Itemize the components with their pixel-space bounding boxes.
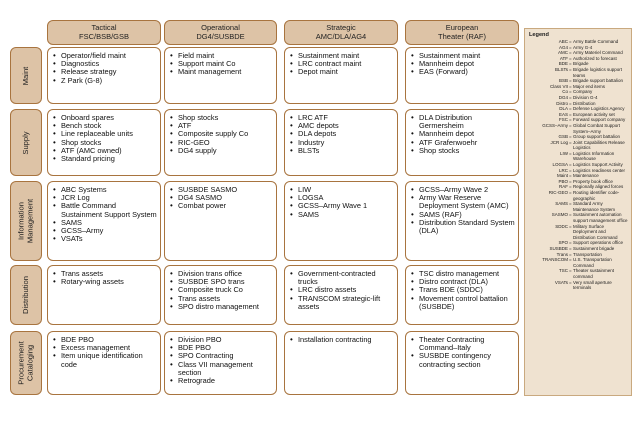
legend-definition: Logistics readiness center — [573, 167, 626, 173]
list-item: • DLA Distribution Germersheim — [410, 114, 515, 130]
legend-entry — [529, 268, 628, 279]
list-item: • Composite truck Co — [169, 286, 273, 294]
legend-abbreviation: RIC-GEO — [548, 190, 568, 196]
legend-equals: = — [569, 111, 572, 117]
list-item: • Onboard spares — [52, 114, 157, 122]
legend-equals: = — [569, 55, 572, 61]
legend-definition: Brigade logistics support teams — [573, 66, 623, 78]
legend-abbreviation: SDDC — [555, 223, 568, 229]
legend-equals: = — [569, 212, 572, 218]
column-header-operational — [164, 20, 277, 45]
list-item: • Battle Command Sustainment Support System — [52, 202, 157, 218]
legend-definition: Division G-4 — [573, 94, 598, 100]
legend-equals: = — [569, 173, 572, 179]
cell-procurement-tactical — [47, 331, 161, 395]
column-header-line1: Tactical — [91, 23, 117, 32]
row-header-label: Procurement Cataloging — [16, 341, 34, 385]
list-item: • Trans assets — [52, 270, 157, 278]
list-item: • ATF (AMC owned) — [52, 147, 157, 155]
legend-definition: Group support battalion — [573, 134, 621, 140]
list-item: • ATF — [169, 122, 273, 130]
list-item: • RIC-GEO — [169, 139, 273, 147]
legend-definition: Distribution — [573, 100, 596, 106]
legend-equals: = — [569, 106, 572, 112]
legend-definition: Logistics Information Warehouse — [573, 150, 615, 162]
legend-definition: Sustainment brigade — [573, 245, 615, 251]
column-header-line1: Operational — [201, 23, 240, 32]
list-item: • GCSS–Army Wave 1 — [289, 202, 394, 210]
legend-abbreviation: BDE — [558, 61, 568, 67]
legend-abbreviation: BLSTs — [554, 66, 568, 72]
legend-equals: = — [569, 257, 572, 263]
legend-entry — [529, 67, 628, 78]
list-item: • Rotary-wing assets — [52, 278, 157, 286]
list-item: • SAMS — [289, 211, 394, 219]
list-item: • Trans assets — [169, 295, 273, 303]
list-item: • Composite supply Co — [169, 130, 273, 138]
cell-supply-tactical — [47, 109, 161, 176]
legend-abbreviation: Class VII — [549, 83, 568, 89]
legend-abbreviation: LIW — [559, 150, 568, 156]
legend-equals: = — [569, 190, 572, 196]
legend-definition: Joint Capabilities Release Logistics — [573, 139, 625, 151]
legend-abbreviation: TSC — [559, 268, 568, 274]
column-header-line2: Theater (RAF) — [438, 32, 486, 41]
list-item: • Theater Contracting Command–Italy — [410, 336, 515, 352]
bullet-list — [169, 336, 273, 385]
legend-abbreviation: ATF — [559, 55, 568, 61]
legend-equals: = — [569, 100, 572, 106]
cell-distribution-tactical — [47, 265, 161, 325]
legend-entry — [529, 201, 628, 212]
list-item: • TRANSCOM strategic-lift assets — [289, 295, 394, 311]
legend-equals: = — [569, 178, 572, 184]
bullet-list — [289, 186, 394, 219]
column-header-tactical — [47, 20, 161, 45]
bullet-list — [52, 52, 157, 85]
legend-abbreviation: Distro — [556, 100, 568, 106]
cell-distribution-strategic — [284, 265, 398, 325]
list-item: • ABC Systems — [52, 186, 157, 194]
legend-definition: Logistics Support Activity — [573, 162, 623, 168]
list-item: • Division PBO — [169, 336, 273, 344]
list-item: • BLSTs — [289, 147, 394, 155]
legend-equals: = — [569, 89, 572, 95]
legend-abbreviation: Trans — [556, 251, 568, 257]
legend-definition: European activity set — [573, 111, 615, 117]
list-item: • GCSS–Army — [52, 227, 157, 235]
list-item: • Line replaceable units — [52, 130, 157, 138]
bullet-list — [289, 336, 394, 344]
row-header-maint — [10, 47, 42, 104]
legend-abbreviation: Maint — [556, 173, 568, 179]
list-item: • Item unique identification code — [52, 352, 157, 368]
legend-definition: U.S. Transportation Command — [573, 257, 612, 268]
legend-abbreviation: BSB — [558, 78, 568, 84]
bullet-list — [410, 336, 515, 369]
legend-definition: Property book office — [573, 178, 613, 184]
cell-distribution-operational — [164, 265, 277, 325]
legend-abbreviation: LOGSA — [552, 162, 568, 168]
list-item: • SAMS — [52, 219, 157, 227]
legend-equals: = — [569, 162, 572, 168]
legend-equals: = — [569, 268, 572, 274]
list-item: • DLA depots — [289, 130, 394, 138]
legend-abbreviation: SAMS — [555, 201, 568, 207]
legend-abbreviation: FSC — [559, 117, 568, 123]
legend-equals: = — [569, 50, 572, 56]
column-header-line1: European — [445, 23, 479, 32]
legend-equals: = — [569, 139, 572, 145]
legend-definition: Army Battle Command — [573, 39, 619, 44]
legend-equals: = — [569, 245, 572, 251]
bullet-list — [410, 52, 515, 77]
legend-entry — [529, 123, 628, 134]
column-header-line1: Strategic — [326, 23, 356, 32]
legend-definition: Company — [573, 89, 593, 95]
legend-abbreviation: LRC — [558, 167, 568, 173]
bullet-list — [169, 52, 273, 77]
legend-equals: = — [569, 39, 572, 44]
legend-equals: = — [569, 134, 572, 140]
legend-abbreviation: GCSS–Army — [542, 122, 568, 128]
list-item: • BDE PBO — [169, 344, 273, 352]
legend-definition: Major end items — [573, 83, 606, 89]
list-item: • Government-contracted trucks — [289, 270, 394, 286]
legend-abbreviation: VSATs — [554, 279, 568, 285]
bullet-list — [410, 270, 515, 311]
legend-abbreviation: GSB — [558, 134, 568, 140]
list-item: • Mannheim depot — [410, 60, 515, 68]
list-item: • EAS (Forward) — [410, 68, 515, 76]
cell-infomgmt-operational — [164, 181, 277, 261]
list-item: • Diagnostics — [52, 60, 157, 68]
list-item: • Operator/field maint — [52, 52, 157, 60]
legend-definition: Standard Army Maintenance System — [573, 201, 616, 212]
legend-abbreviation: AMC — [558, 50, 568, 56]
legend-title: Legend — [529, 32, 549, 38]
legend-abbreviation: DG4 — [558, 94, 568, 100]
cell-procurement-operational — [164, 331, 277, 395]
legend-abbreviation: SASMO — [551, 212, 568, 218]
list-item: • SUSBDE SPO trans — [169, 278, 273, 286]
row-header-label: Distribution — [20, 276, 30, 314]
legend-abbreviation: ABC — [558, 39, 568, 44]
list-item: • TSC distro management — [410, 270, 515, 278]
legend-abbreviation: DLA — [559, 106, 568, 112]
list-item: • Sustainment maint — [410, 52, 515, 60]
list-item: • Retrograde — [169, 377, 273, 385]
legend-equals: = — [569, 83, 572, 89]
list-item: • SUSBDE contingency contracting section — [410, 352, 515, 368]
legend-abbreviation: TRANSCOM — [542, 257, 568, 263]
cell-infomgmt-european — [405, 181, 519, 261]
list-item: • DG4 supply — [169, 147, 273, 155]
cell-infomgmt-tactical — [47, 181, 161, 261]
legend-entry — [529, 212, 628, 223]
bullet-list — [169, 186, 273, 211]
legend-equals: = — [569, 201, 572, 207]
legend-definition: Global Combat Support System–Army — [573, 122, 621, 134]
bullet-list — [52, 114, 157, 163]
legend-entry — [529, 224, 628, 241]
legend-definition: Very small aperture terminals — [573, 279, 612, 291]
legend-equals: = — [569, 122, 572, 128]
legend-definition: Army G-4 — [573, 44, 593, 50]
bullet-list — [289, 114, 394, 155]
list-item: • DG4 SASMO — [169, 194, 273, 202]
list-item: • Combat power — [169, 202, 273, 210]
cell-procurement-european — [405, 331, 519, 395]
legend-abbreviation: RAF — [559, 184, 568, 190]
list-item: • JCR Log — [52, 194, 157, 202]
list-item: • SPO Contracting — [169, 352, 273, 360]
cell-maint-strategic — [284, 47, 398, 104]
legend-equals: = — [569, 167, 572, 173]
list-item: • Standard pricing — [52, 155, 157, 163]
cell-maint-tactical — [47, 47, 161, 104]
list-item: • LRC contract maint — [289, 60, 394, 68]
list-item: • VSATs — [52, 235, 157, 243]
column-header-line2: AMC/DLA/AG4 — [315, 32, 367, 41]
list-item: • Army War Reserve Deployment System (AMC) — [410, 194, 515, 210]
legend-definition: Army Materiel Command — [573, 50, 623, 56]
legend-definition: Military Surface Deployment and Distribution Command — [573, 223, 618, 240]
list-item: • Maint management — [169, 68, 273, 76]
bullet-list — [289, 270, 394, 311]
list-item: • Bench stock — [52, 122, 157, 130]
list-item: • Release strategy — [52, 68, 157, 76]
list-item: • Field maint — [169, 52, 273, 60]
legend-equals: = — [569, 251, 572, 257]
legend-equals: = — [569, 78, 572, 84]
list-item: • Shop stocks — [169, 114, 273, 122]
row-header-information-management — [10, 181, 42, 261]
legend-entry — [529, 151, 628, 162]
list-item: • Shop stocks — [410, 147, 515, 155]
cell-maint-operational — [164, 47, 277, 104]
cell-distribution-european — [405, 265, 519, 325]
list-item: • SPO distro management — [169, 303, 273, 311]
legend-equals: = — [569, 150, 572, 156]
list-item: • LOGSA — [289, 194, 394, 202]
legend-entry — [529, 190, 628, 201]
list-item: • Industry — [289, 139, 394, 147]
list-item: • GCSS–Army Wave 2 — [410, 186, 515, 194]
list-item: • Shop stocks — [52, 139, 157, 147]
row-header-supply — [10, 109, 42, 176]
list-item: • Distro contract (DLA) — [410, 278, 515, 286]
bullet-list — [410, 114, 515, 155]
list-item: • Sustainment maint — [289, 52, 394, 60]
bullet-list — [52, 186, 157, 243]
legend-definition: Authorized to forecast — [573, 55, 617, 61]
legend-list — [529, 39, 628, 291]
legend-abbreviation: AG4 — [558, 44, 568, 50]
list-item: • BDE PBO — [52, 336, 157, 344]
bullet-list — [169, 270, 273, 311]
list-item: • LRC distro assets — [289, 286, 394, 294]
list-item: • Mannheim depot — [410, 130, 515, 138]
column-header-line2: DG4/SUSBDE — [196, 32, 245, 41]
legend-equals: = — [569, 240, 572, 246]
legend-definition: Transportation — [573, 251, 602, 257]
legend-equals: = — [569, 44, 572, 50]
cell-supply-european — [405, 109, 519, 176]
legend-equals: = — [569, 117, 572, 123]
list-item: • Support maint Co — [169, 60, 273, 68]
legend-definition: Sustainment automation support management office — [573, 212, 628, 223]
legend-definition: Defense Logistics Agency — [573, 106, 625, 112]
cell-procurement-strategic — [284, 331, 398, 395]
list-item: • LRC ATF — [289, 114, 394, 122]
legend-definition: Theater sustainment command — [573, 268, 615, 279]
legend-equals: = — [569, 61, 572, 67]
bullet-list — [52, 270, 157, 286]
legend-entry — [529, 257, 628, 268]
cell-maint-european — [405, 47, 519, 104]
legend-definition: Regionally aligned forces — [573, 184, 624, 190]
bullet-list — [410, 186, 515, 235]
legend-entry — [529, 280, 628, 291]
column-header-european — [405, 20, 519, 45]
legend-abbreviation: SUSBDE — [549, 245, 568, 251]
legend-abbreviation: EAS — [558, 111, 568, 117]
column-header-strategic — [284, 20, 398, 45]
legend-equals: = — [569, 94, 572, 100]
legend-definition: Support operations office — [573, 240, 623, 246]
list-item: • AMC depots — [289, 122, 394, 130]
legend-panel — [524, 28, 632, 396]
row-header-label: Information Management — [16, 198, 34, 244]
list-item: • Division trans office — [169, 270, 273, 278]
legend-abbreviation: JCR Log — [550, 139, 568, 145]
cell-supply-operational — [164, 109, 277, 176]
legend-entry — [529, 140, 628, 151]
list-item: • Distribution Standard System (DLA) — [410, 219, 515, 235]
legend-equals: = — [569, 66, 572, 72]
list-item: • Movement control battalion (SUSBDE) — [410, 295, 515, 311]
legend-definition: Brigade support battalion — [573, 78, 624, 84]
legend-abbreviation: SPO — [558, 240, 568, 246]
row-header-label: Maint — [20, 66, 30, 85]
column-header-line2: FSC/BSB/GSB — [78, 32, 129, 41]
cell-supply-strategic — [284, 109, 398, 176]
legend-definition: Forward support company — [573, 117, 626, 123]
legend-abbreviation: PBO — [558, 178, 568, 184]
list-item: • Excess management — [52, 344, 157, 352]
list-item: • Trans BDE (SDDC) — [410, 286, 515, 294]
list-item: • Depot maint — [289, 68, 394, 76]
legend-definition: Maintenance — [573, 173, 599, 179]
legend-equals: = — [569, 279, 572, 285]
list-item: • ATF Grafenwoehr — [410, 139, 515, 147]
row-header-distribution — [10, 265, 42, 325]
list-item: • Z Park (G-8) — [52, 77, 157, 85]
row-header-procurement-cataloging — [10, 331, 42, 395]
list-item: • Class VII management section — [169, 361, 273, 377]
bullet-list — [52, 336, 157, 369]
legend-abbreviation: Co — [562, 89, 568, 95]
row-header-label: Supply — [20, 130, 30, 155]
bullet-list — [289, 52, 394, 77]
list-item: • Installation contracting — [289, 336, 394, 344]
legend-definition: Routing identifier code-geographic — [573, 190, 620, 201]
list-item: • SUSBDE SASMO — [169, 186, 273, 194]
bullet-list — [169, 114, 273, 155]
list-item: • LIW — [289, 186, 394, 194]
legend-definition: Brigade — [573, 61, 589, 67]
legend-equals: = — [569, 184, 572, 190]
list-item: • SAMS (RAF) — [410, 211, 515, 219]
cell-infomgmt-strategic — [284, 181, 398, 261]
legend-equals: = — [569, 223, 572, 229]
